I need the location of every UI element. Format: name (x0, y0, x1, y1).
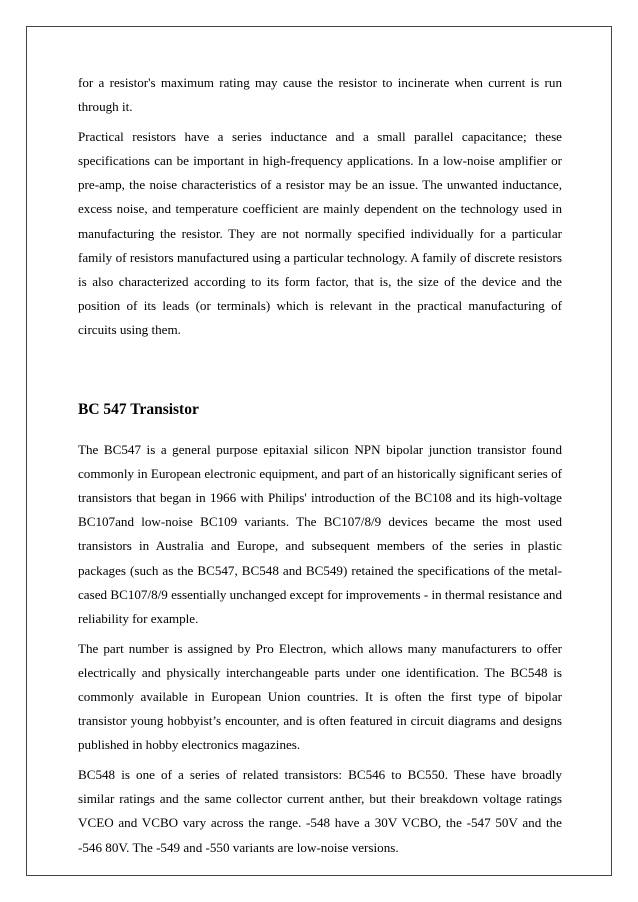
section-spacer (78, 348, 562, 398)
paragraph-bc548-series: BC548 is one of a series of related transistors: BC546 to BC550. These have broadly similar ratings and the same collector current anther, but their breakdown voltage ratings VCEO and VCBO vary across the range. -548 have a 30V VCBO, the -547 50V and the -546 80V. The -549 and -550 variants are low-noise versions. (78, 767, 562, 855)
heading-spacer (78, 422, 562, 438)
section-heading: BC 547 Transistor (78, 401, 199, 419)
document-body (78, 71, 562, 866)
paragraph-resistor-rating: for a resistor's maximum rating may cause the resistor to incinerate when current is run through it. (78, 75, 562, 115)
paragraph-part-number: The part number is assigned by Pro Electron, which allows many manufacturers to offer electrically and physically interchangeable parts under one identification. The BC548 is commonly available in European Union countries. It is often the first type of bipolar transistor young hobbyist’s encounter, and is often featured in circuit diagrams and designs published in hobby electronics magazines. (78, 640, 562, 753)
paragraph-practical-resistors: Practical resistors have a series inductance and a small parallel capacitance; these specifications can be important in high-frequency applications. In a low-noise amplifier or pre-amp, the noise characteristics of a resistor may be an issue. The unwanted inductance, excess noise, and temperature coefficient are mainly dependent on the technology used in manufacturing the resistor. They are not normally specified individually for a particular family of resistors manufactured using a particular technology. A family of discrete resistors is also characterized according to its form factor, that is, the size of the device and the position of its leads (or terminals) which is relevant in the practical manufacturing of circuits using them. (78, 129, 562, 337)
paragraph-bc547-intro: The BC547 is a general purpose epitaxial silicon NPN bipolar junction transistor found commonly in European electronic equipment, and part of an historically significant series of transistors that began in 1966 with Philips' introduction of the BC108 and its high-voltage BC107and low-noise BC109 variants. The BC107/8/9 devices became the most used transistors in Australia and Europe, and subsequent members of the series in plastic packages (such as the BC547, BC548 and BC549) retained the specifications of the metal-cased BC107/8/9 essentially unchanged except for improvements - in thermal resistance and reliability for example. (78, 442, 562, 626)
